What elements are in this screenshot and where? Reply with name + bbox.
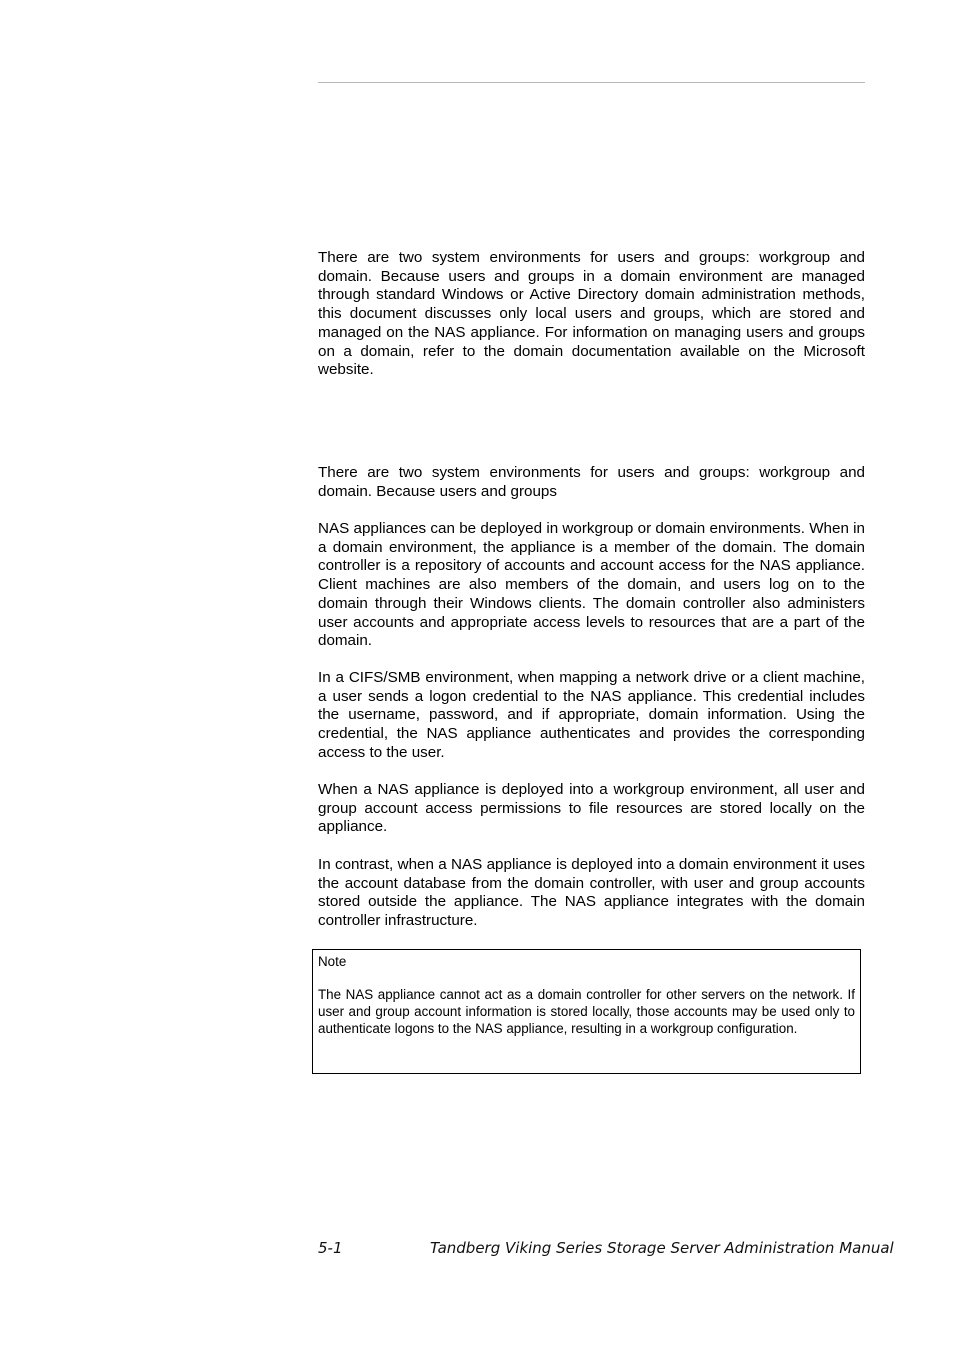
note-title: Note (318, 954, 347, 969)
deployment-paragraph: NAS appliances can be deployed in workgroup or domain environments. When in a domain environment, the appliance is a member of the domain. The domain controller is a repository of accounts and account access for the NAS appliance. Client machines are also members of the domain, and users log on to the domain through their Windows clients. The domain controller also administers user accounts and appropriate access levels to resources that are a part of the domain. (318, 520, 865, 650)
domain-paragraph: In contrast, when a NAS appliance is deployed into a domain environment it uses the account database from the domain controller, with user and group accounts stored outside the appliance. The NAS appliance integrates with the domain controller infrastructure. (318, 856, 865, 930)
footer-manual-title: Tandberg Viking Series Storage Server Administration Manual (430, 1239, 894, 1257)
header-rule (318, 82, 865, 83)
note-body: The NAS appliance cannot act as a domain controller for other servers on the network. If user and group account information is stored locally, those accounts may be used only to authenticate logons to the NAS appliance, resulting in a workgroup configuration. (318, 987, 855, 1036)
note-box (312, 949, 861, 1074)
workgroup-paragraph: When a NAS appliance is deployed into a workgroup environment, all user and group account access permissions to file resources are stored locally on the appliance. (318, 781, 865, 836)
cifs-paragraph: In a CIFS/SMB environment, when mapping a network drive or a client machine, a user sends a logon credential to the NAS appliance. This credential includes the username, password, and if appropriate, domain information. Using the credential, the NAS appliance authenticates and provides the corresponding access to the user. (318, 669, 865, 761)
environments-paragraph: There are two system environments for users and groups: workgroup and domain. Because users and groups (318, 464, 865, 500)
intro-paragraph: There are two system environments for users and groups: workgroup and domain. Because users and groups in a domain environment are managed through standard Windows or Active Directory domain administration methods, this document discusses only local users and groups, which are stored and managed on the NAS appliance. For information on managing users and groups on a domain, refer to the domain documentation available on the Microsoft website. (318, 249, 865, 379)
footer-page-number: 5-1 (318, 1239, 343, 1257)
